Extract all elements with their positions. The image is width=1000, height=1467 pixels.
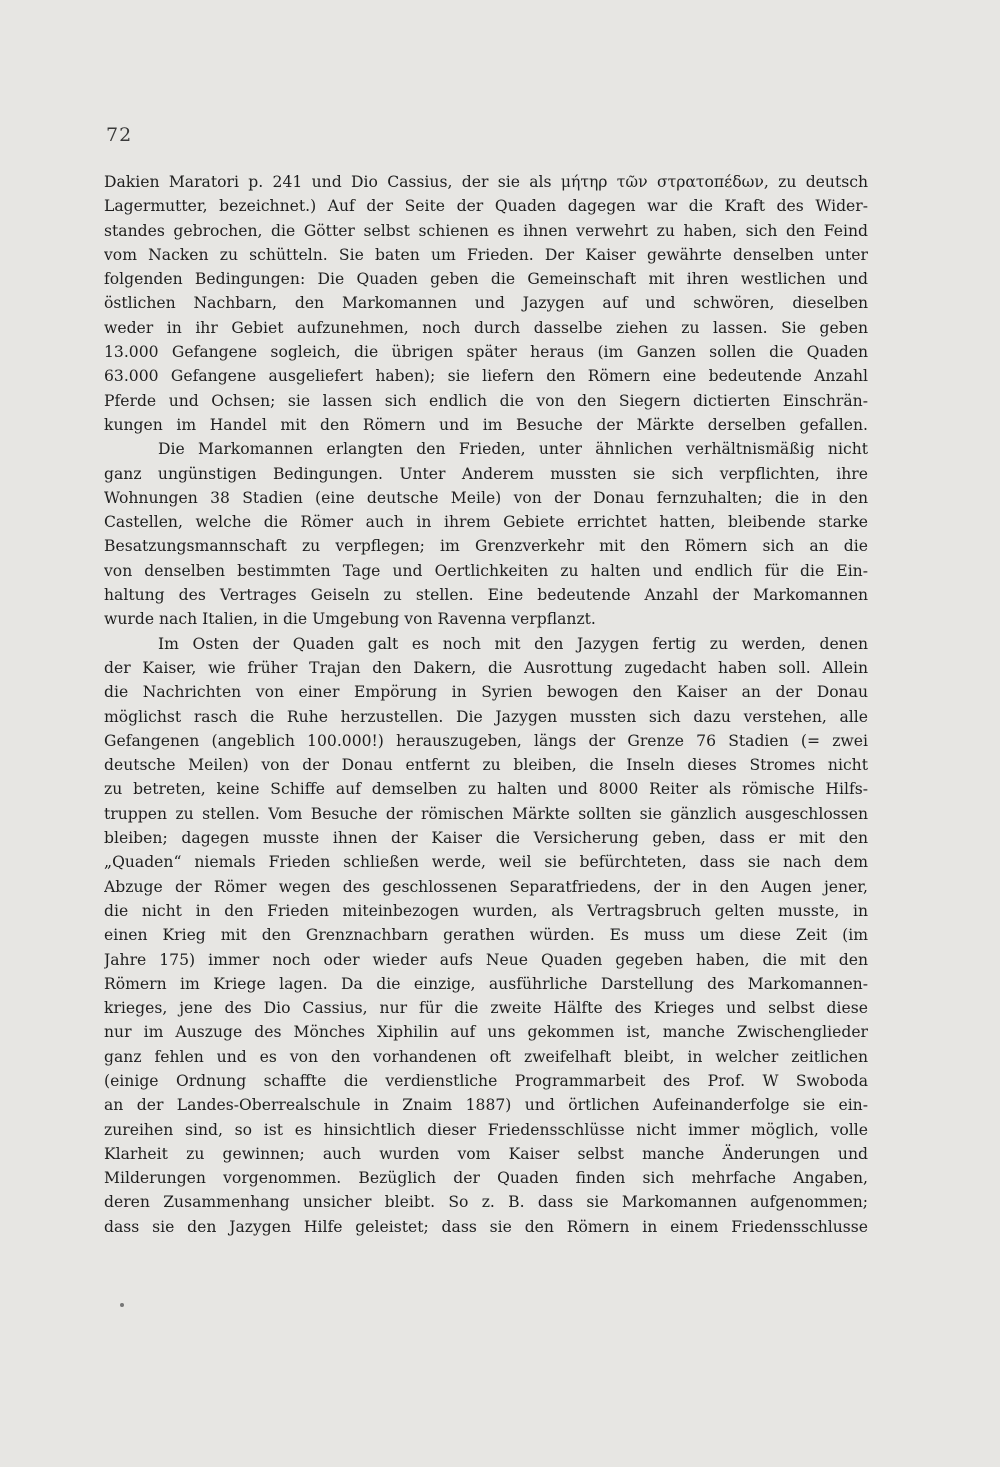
text-line: ganz ungünstigen Bedingungen. Unter Anderem mussten sie sich verpflichten, ihre	[104, 464, 868, 483]
text-line: Klarheit zu gewinnen; auch wurden vom Kaiser selbst manche Änderungen und	[104, 1144, 868, 1163]
text-line: kungen im Handel mit den Römern und im Besuche der Märkte derselben gefallen.	[104, 415, 868, 434]
text-line: möglichst rasch die Ruhe herzustellen. Die Jazygen mussten sich dazu verstehen, alle	[104, 707, 868, 726]
text-line: vom Nacken zu schütteln. Sie baten um Frieden. Der Kaiser gewährte denselben unter	[104, 245, 868, 264]
text-line: „Quaden“ niemals Frieden schließen werde, weil sie befürchteten, dass sie nach dem	[104, 853, 868, 872]
text-line: deren Zusammenhang unsicher bleibt. So z. B. dass sie Markomannen aufgenommen;	[104, 1193, 868, 1212]
text-line: zureihen sind, so ist es hinsichtlich dieser Friedensschlüsse nicht immer möglich, volle	[104, 1120, 868, 1139]
text-line: Die Markomannen erlangten den Frieden, unter ähnlichen verhältnismäßig nicht	[158, 440, 868, 459]
text-line: weder in ihr Gebiet aufzunehmen, noch durch dasselbe ziehen zu lassen. Sie geben	[104, 318, 868, 337]
text-line: deutsche Meilen) von der Donau entfernt zu bleiben, die Inseln dieses Stromes nicht	[104, 756, 868, 775]
text-line: Abzuge der Römer wegen des geschlossenen Separatfriedens, der in den Augen jener,	[104, 877, 868, 896]
text-line: von denselben bestimmten Tage und Oertlichkeiten zu halten und endlich für die Ein-	[104, 561, 868, 580]
text-line: truppen zu stellen. Vom Besuche der römischen Märkte sollten sie gänzlich ausgeschlossen	[104, 804, 868, 823]
text-line: Lagermutter, bezeichnet.) Auf der Seite der Quaden dagegen war die Kraft des Wider-	[104, 197, 868, 216]
text-line: die Nachrichten von einer Empörung in Syrien bewogen den Kaiser an der Donau	[104, 683, 868, 702]
text-line: Im Osten der Quaden galt es noch mit den Jazygen fertig zu werden, denen	[158, 634, 868, 653]
text-line: Wohnungen 38 Stadien (eine deutsche Meile) von der Donau fernzuhalten; die in den	[104, 488, 868, 507]
text-line: bleiben; dagegen musste ihnen der Kaiser die Versicherung geben, dass er mit den	[104, 829, 868, 848]
text-line: Gefangenen (angeblich 100.000!) herauszugeben, längs der Grenze 76 Stadien (= zwei	[104, 731, 868, 750]
text-line: 63.000 Gefangene ausgeliefert haben); sie liefern den Römern eine bedeutende Anzahl	[104, 367, 868, 386]
body-text	[104, 170, 868, 1239]
text-line: dass sie den Jazygen Hilfe geleistet; dass sie den Römern in einem Friedensschlusse	[104, 1217, 868, 1236]
text-line: Römern im Kriege lagen. Da die einzige, ausführliche Darstellung des Markomannen-	[104, 974, 868, 993]
text-line: die nicht in den Frieden miteinbezogen wurden, als Vertragsbruch gelten musste, in	[104, 901, 868, 920]
text-line: ganz fehlen und es von den vorhandenen oft zweifelhaft bleibt, in welcher zeitlichen	[104, 1047, 868, 1066]
text-line: folgenden Bedingungen: Die Quaden geben die Gemeinschaft mit ihren westlichen und	[104, 270, 868, 289]
text-line: wurde nach Italien, in die Umgebung von Ravenna verpflanzt.	[104, 610, 596, 629]
text-line: (einige Ordnung schaffte die verdienstliche Programmarbeit des Prof. W Swoboda	[104, 1071, 868, 1090]
text-line: einen Krieg mit den Grenznachbarn gerathen würden. Es muss um diese Zeit (im	[104, 926, 868, 945]
text-line: Dakien Maratori p. 241 und Dio Cassius, der sie als μήτηρ τῶν στρατοπέδων, zu deutsch	[104, 173, 868, 191]
text-line: krieges, jene des Dio Cassius, nur für die zweite Hälfte des Krieges und selbst diese	[104, 999, 868, 1018]
paper-speck	[120, 1303, 124, 1307]
text-line: an der Landes-Oberrealschule in Znaim 1887) und örtlichen Aufeinanderfolge sie ein-	[104, 1096, 868, 1115]
text-line: zu betreten, keine Schiffe auf demselben zu halten und 8000 Reiter als römische Hilfs-	[104, 780, 868, 799]
page-number: 72	[106, 124, 133, 146]
text-line: östlichen Nachbarn, den Markomannen und Jazygen auf und schwören, dieselben	[104, 294, 868, 313]
text-line: Besatzungsmannschaft zu verpflegen; im Grenzverkehr mit den Römern sich an die	[104, 537, 868, 556]
text-line: Jahre 175) immer noch oder wieder aufs Neue Quaden gegeben haben, die mit den	[104, 950, 868, 969]
text-line: der Kaiser, wie früher Trajan den Dakern, die Ausrottung zugedacht haben soll. Allein	[104, 658, 868, 677]
text-line: Pferde und Ochsen; sie lassen sich endlich die von den Siegern dictierten Einschrän-	[104, 391, 868, 410]
text-line: nur im Auszuge des Mönches Xiphilin auf uns gekommen ist, manche Zwischenglieder	[104, 1023, 868, 1042]
text-line: haltung des Vertrages Geiseln zu stellen. Eine bedeutende Anzahl der Markomannen	[104, 586, 868, 605]
text-line: 13.000 Gefangene sogleich, die übrigen später heraus (im Ganzen sollen die Quaden	[104, 343, 868, 362]
text-line: Castellen, welche die Römer auch in ihrem Gebiete errichtet hatten, bleibende starke	[104, 513, 868, 532]
text-line: Milderungen vorgenommen. Bezüglich der Quaden finden sich mehrfache Angaben,	[104, 1169, 868, 1188]
text-line: standes gebrochen, die Götter selbst schienen es ihnen verwehrt zu haben, sich den Feind	[104, 221, 868, 240]
